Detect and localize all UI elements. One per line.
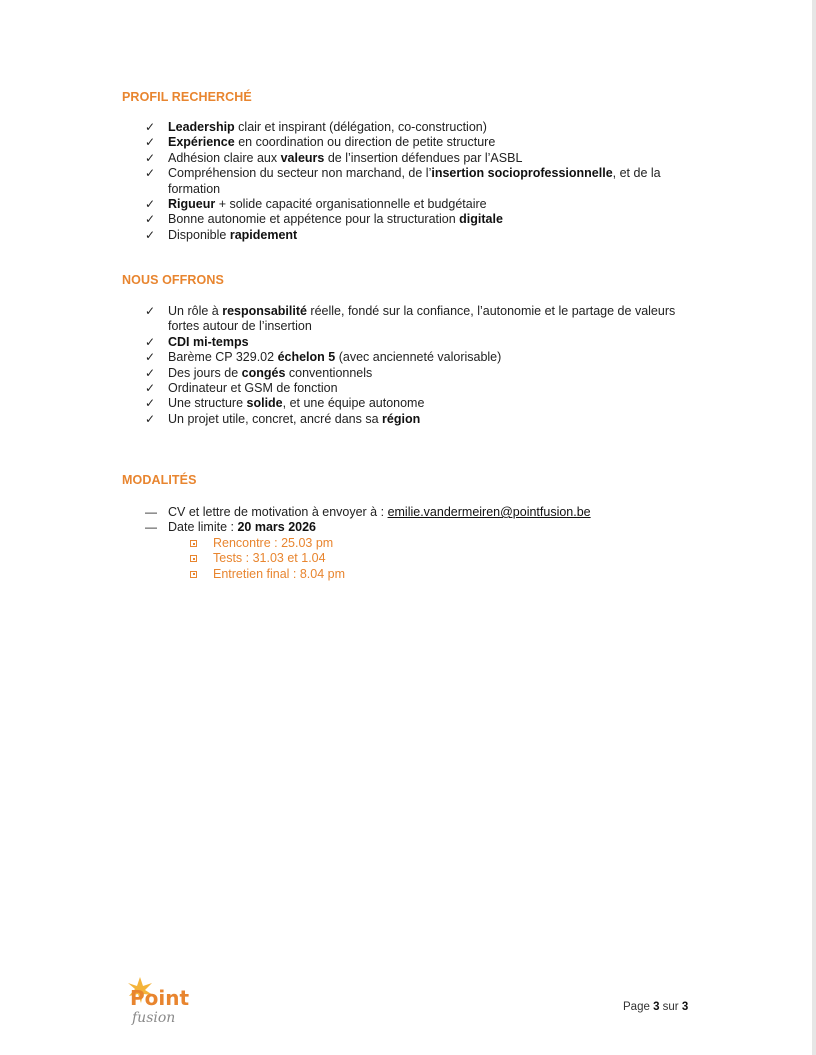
dash-icon: — — [145, 520, 157, 535]
page-edge — [812, 0, 816, 1055]
dash-icon: — — [145, 505, 157, 519]
square-bullet-icon — [190, 540, 197, 547]
check-icon: ✓ — [145, 396, 156, 411]
check-icon: ✓ — [145, 334, 156, 349]
logo-graphic — [126, 975, 206, 1027]
list-item: — Date limite : 20 mars 2026 — [145, 520, 317, 535]
list-item: ✓ CDI mi-temps — [145, 334, 249, 349]
list-item: ✓ Leadership clair et inspirant (délégation, co-construction) — [145, 120, 487, 134]
point-fusion-logo — [126, 975, 206, 1027]
list-item: ✓ Adhésion claire aux valeurs de l’insertion défendues par l’ASBL — [145, 150, 523, 165]
list-item: ✓ Ordinateur et GSM de fonction — [145, 381, 338, 396]
list-item: ✓ Une structure solide, et une équipe autonome — [145, 396, 425, 411]
list-item: ✓ Un projet utile, concret, ancré dans sa région — [145, 411, 421, 426]
check-icon: ✓ — [145, 166, 156, 181]
check-icon: ✓ — [145, 304, 156, 318]
logo-word-top: Point — [130, 986, 190, 1010]
section-title-profil: PROFIL RECHERCHÉ — [122, 90, 252, 104]
section-title-offrons: NOUS OFFRONS — [122, 273, 224, 287]
list-item: ✓ Un rôle à responsabilité réelle, fondé sur la confiance, l’autonomie et le partage de valeurs fortes autour de l’insertion — [145, 304, 676, 334]
check-icon: ✓ — [145, 365, 156, 380]
list-item: Entretien final : 8.04 pm — [190, 567, 345, 582]
check-icon: ✓ — [145, 197, 156, 212]
check-icon: ✓ — [145, 350, 156, 365]
check-icon: ✓ — [145, 120, 156, 134]
check-icon: ✓ — [145, 227, 156, 242]
modalites-list — [145, 505, 705, 536]
list-item: ✓ Compréhension du secteur non marchand, de l’insertion socioprofessionnelle, et de la formation — [145, 166, 661, 196]
check-icon: ✓ — [145, 381, 156, 396]
list-item: ✓ Bonne autonomie et appétence pour la structuration digitale — [145, 212, 503, 227]
square-bullet-icon — [190, 571, 197, 578]
list-item: ✓ Barème CP 329.02 échelon 5 (avec ancienneté valorisable) — [145, 350, 502, 365]
offrons-list — [145, 304, 705, 427]
email-link[interactable]: emilie.vandermeiren@pointfusion.be — [387, 505, 591, 519]
list-item: — CV et lettre de motivation à envoyer à : emilie.vandermeiren@pointfusion.be — [145, 505, 591, 519]
list-item: Tests : 31.03 et 1.04 — [190, 551, 345, 566]
check-icon: ✓ — [145, 411, 156, 426]
list-item: Rencontre : 25.03 pm — [190, 536, 345, 551]
list-item: ✓ Expérience en coordination ou direction de petite structure — [145, 135, 496, 150]
list-item: ✓ Des jours de congés conventionnels — [145, 365, 373, 380]
check-icon: ✓ — [145, 150, 156, 165]
check-icon: ✓ — [145, 212, 156, 227]
page-number: Page 3 sur 3 — [623, 1001, 689, 1013]
check-icon: ✓ — [145, 135, 156, 150]
list-item: ✓ Rigueur + solide capacité organisationnelle et budgétaire — [145, 197, 487, 212]
section-title-modalites: MODALITÉS — [122, 473, 197, 487]
steps-list — [190, 536, 345, 582]
profil-list — [145, 120, 705, 243]
logo-word-bottom: fusion — [132, 1010, 176, 1026]
deadline-value: 20 mars 2026 — [237, 520, 317, 535]
list-item: ✓ Disponible rapidement — [145, 227, 298, 242]
square-bullet-icon — [190, 555, 197, 562]
